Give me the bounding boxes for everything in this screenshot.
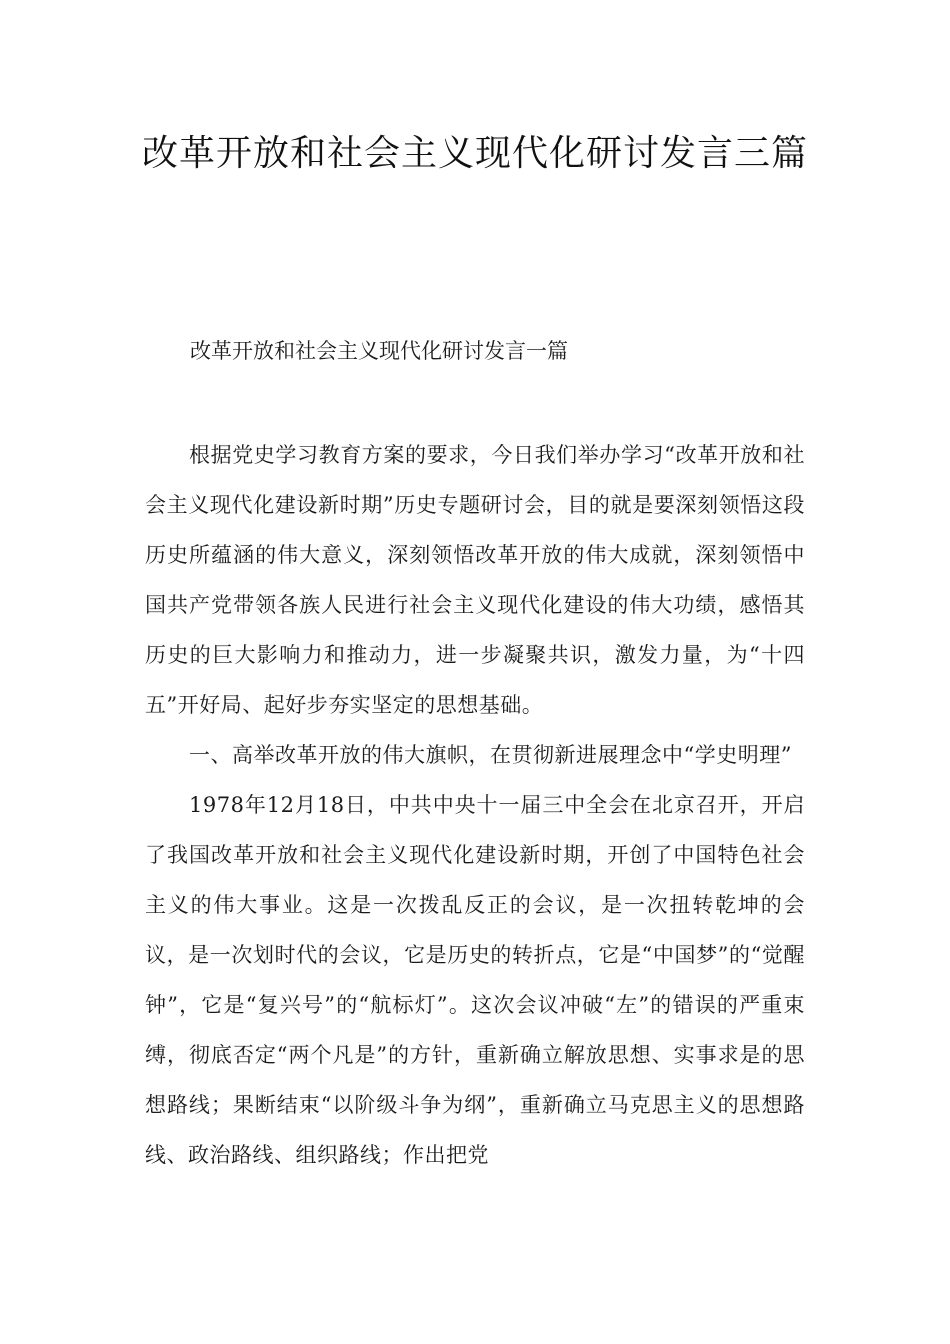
- document-title: 改革开放和社会主义现代化研讨发言三篇: [141, 133, 808, 174]
- section-heading-one: 一、高举改革开放的伟大旗帜，在贯彻新进展理念中“学史明理”: [189, 743, 792, 767]
- document-body: [145, 430, 805, 1180]
- paragraph-history: 1978年12月18日，中共中央十一届三中全会在北京召开，开启了我国改革开放和社会主义现代化建设新时期，开创了中国特色社会主义的伟大事业。这是一次拨乱反正的会议，是一次扭转乾坤的会议，是一次划时代的会议，它是历史的转折点，它是“中国梦”的“觉醒钟”，它是“复兴号”的“航标灯”。这次会议冲破“左”的错误的严重束缚，彻底否定“两个凡是”的方针，重新确立解放思想、实事求是的思想路线；果断结束“以阶级斗争为纲”，重新确立马克思主义的思想路线、政治路线、组织路线；作出把党: [145, 793, 805, 1167]
- paragraph-intro: 根据党史学习教育方案的要求，今日我们举办学习“改革开放和社会主义现代化建设新时期”历史专题研讨会，目的就是要深刻领悟这段历史所蕴涵的伟大意义，深刻领悟改革开放的伟大成就，深刻领悟中国共产党带领各族人民进行社会主义现代化建设的伟大功绩，感悟其历史的巨大影响力和推动力，进一步凝聚共识，激发力量，为“十四五”开好局、起好步夯实坚定的思想基础。: [145, 443, 805, 717]
- section-subtitle: 改革开放和社会主义现代化研讨发言一篇: [190, 339, 568, 363]
